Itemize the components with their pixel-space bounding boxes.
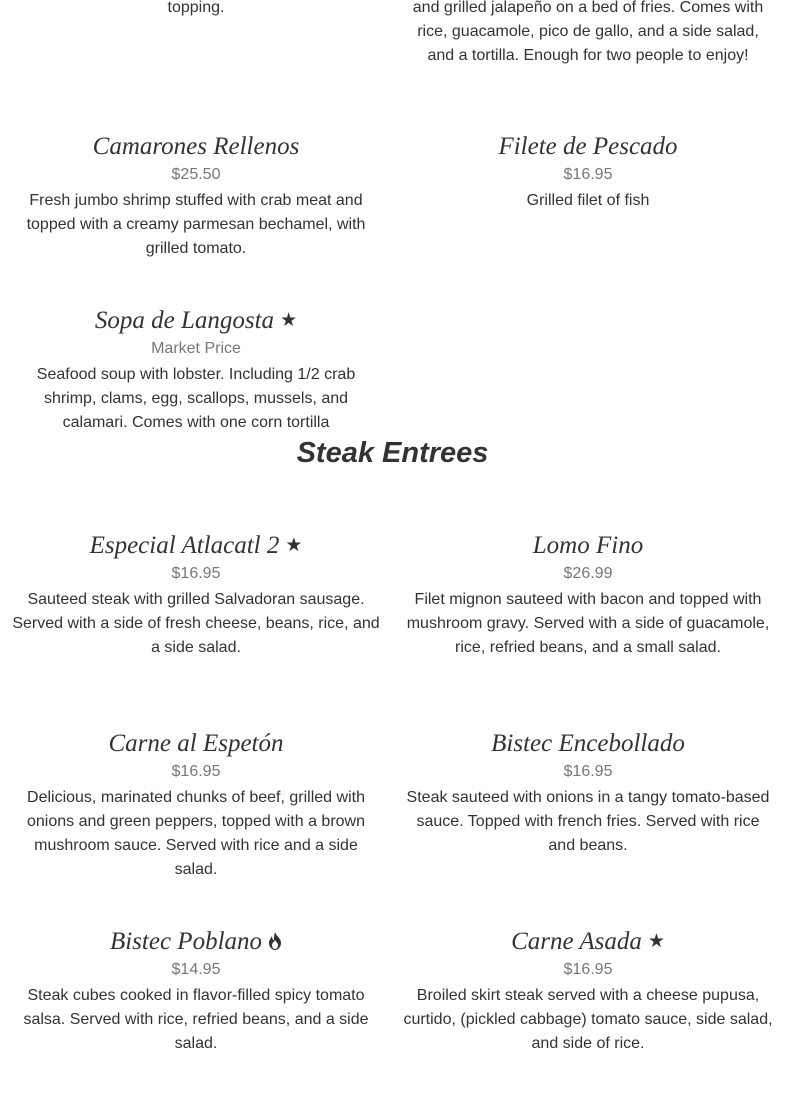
menu-item-name: Carne Asada <box>511 928 642 955</box>
menu-item-name: Lomo Fino <box>532 532 644 559</box>
menu-item-partial-right <box>410 0 766 68</box>
menu-item-description: Steak cubes cooked in flavor-filled spicy tomato salsa. Served with rice, refried beans, and a side salad. <box>23 987 369 1052</box>
menu-item-name: Bistec Encebollado <box>491 730 685 757</box>
menu-item-bistec-encebollado <box>403 728 773 858</box>
menu-item-price: $14.95 <box>171 961 221 978</box>
menu-item-carne-asada <box>403 926 773 1056</box>
menu-item-name: Filete de Pescado <box>498 133 678 160</box>
menu-item-name: Carne al Espetón <box>108 730 284 757</box>
menu-item-name: Sopa de Langosta <box>94 307 275 334</box>
menu-item-description: Seafood soup with lobster. Including 1/2 crab shrimp, clams, egg, scallops, mussels, and calamari. Comes with one corn tortilla <box>36 366 356 431</box>
star-icon: ★ <box>647 931 665 952</box>
menu-item-sopa-de-langosta <box>11 305 381 435</box>
menu-item-name-row <box>11 305 381 337</box>
menu-item-partial-left <box>11 0 381 20</box>
menu-item-description: and grilled jalapeño on a bed of fries. Comes with rice, guacamole, pico de gallo, and a side salad, and a tortilla. Enough for two people to enjoy! <box>412 0 764 64</box>
menu-item-price: $16.95 <box>563 166 613 183</box>
menu-item-name: Bistec Poblano <box>109 928 263 955</box>
menu-item-price: $16.95 <box>171 763 221 780</box>
menu-item-description: Delicious, marinated chunks of beef, grilled with onions and green peppers, topped with a brown mushroom sauce. Served with rice and a side salad. <box>26 789 365 878</box>
menu-item-description: Grilled filet of fish <box>526 192 650 209</box>
menu-item-price: $25.50 <box>171 166 221 183</box>
menu-item-name: Especial Atlacatl 2 <box>89 532 280 559</box>
menu-item-price: $26.99 <box>563 565 613 582</box>
menu-item-description: Sauteed steak with grilled Salvadoran sausage. Served with a side of fresh cheese, beans, rice, and a side salad. <box>12 591 380 656</box>
menu-item-camarones-rellenos <box>11 131 381 261</box>
menu-item-name-row <box>403 926 773 958</box>
menu-item-name-row <box>11 530 381 562</box>
menu-item-description: Broiled skirt steak served with a cheese pupusa, curtido, (pickled cabbage) tomato sauce, side salad, and side of rice. <box>403 987 773 1052</box>
section-title-steak-entrees: Steak Entrees <box>296 437 489 469</box>
star-icon: ★ <box>280 310 298 331</box>
menu-item-lomo-fino <box>403 530 773 660</box>
flame-icon <box>268 932 282 950</box>
menu-item-price: $16.95 <box>563 763 613 780</box>
menu-item-price: $16.95 <box>171 565 221 582</box>
menu-item-carne-al-espeton <box>11 728 381 882</box>
menu-item-bistec-poblano <box>11 926 381 1056</box>
menu-item-especial-atlacatl-2 <box>11 530 381 660</box>
star-icon: ★ <box>285 535 303 556</box>
menu-item-description: topping. <box>167 0 225 16</box>
menu-item-filete-de-pescado <box>403 131 773 213</box>
menu-item-name-row <box>11 926 381 958</box>
menu-item-price: Market Price <box>151 340 241 357</box>
menu-item-description: Filet mignon sauteed with bacon and topped with mushroom gravy. Served with a side of guacamole, rice, refried beans, and a small salad. <box>406 591 770 656</box>
menu-item-description: Steak sauteed with onions in a tangy tomato-based sauce. Topped with french fries. Served with rice and beans. <box>406 789 770 854</box>
menu-item-description: Fresh jumbo shrimp stuffed with crab meat and topped with a creamy parmesan bechamel, with grilled tomato. <box>26 192 366 257</box>
menu-item-name: Camarones Rellenos <box>92 133 300 160</box>
menu-item-price: $16.95 <box>563 961 613 978</box>
